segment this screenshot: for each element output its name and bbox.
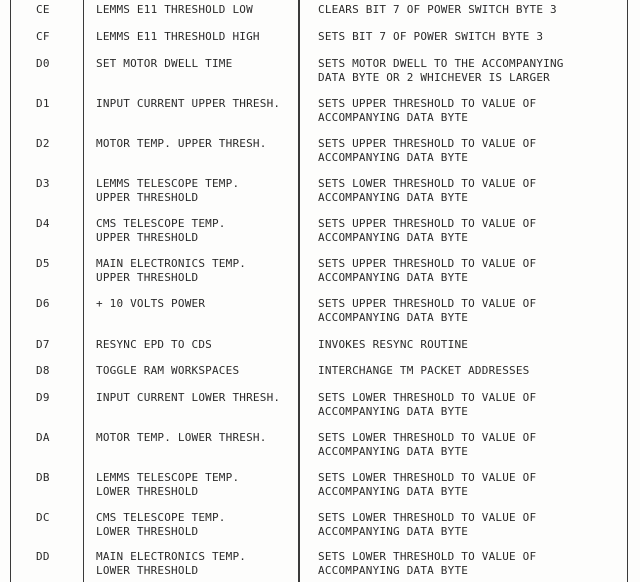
- command-description: SETS MOTOR DWELL TO THE ACCOMPANYING DATA BYTE OR 2 WHICHEVER IS LARGER: [318, 57, 564, 84]
- command-name: LEMMS TELESCOPE TEMP. UPPER THRESHOLD: [96, 177, 240, 204]
- command-name: MOTOR TEMP. LOWER THRESH.: [96, 431, 267, 444]
- command-name: INPUT CURRENT UPPER THRESH.: [96, 97, 281, 110]
- command-code: D7: [36, 338, 50, 351]
- command-description: SETS UPPER THRESHOLD TO VALUE OF ACCOMPANYING DATA BYTE: [318, 257, 537, 284]
- command-description: SETS LOWER THRESHOLD TO VALUE OF ACCOMPANYING DATA BYTE: [318, 550, 537, 577]
- column-divider-name: [298, 0, 300, 582]
- command-code: DC: [36, 511, 50, 524]
- command-code: DA: [36, 431, 50, 444]
- command-description: INVOKES RESYNC ROUTINE: [318, 338, 469, 351]
- command-code: D5: [36, 257, 50, 270]
- command-code: CE: [36, 3, 50, 16]
- command-code: DB: [36, 471, 50, 484]
- command-code: D8: [36, 364, 50, 377]
- command-description: SETS UPPER THRESHOLD TO VALUE OF ACCOMPANYING DATA BYTE: [318, 297, 537, 324]
- command-description: SETS LOWER THRESHOLD TO VALUE OF ACCOMPANYING DATA BYTE: [318, 391, 537, 418]
- command-description: SETS UPPER THRESHOLD TO VALUE OF ACCOMPANYING DATA BYTE: [318, 217, 537, 244]
- command-code: D0: [36, 57, 50, 70]
- command-name: CMS TELESCOPE TEMP. UPPER THRESHOLD: [96, 217, 226, 244]
- column-divider-code: [83, 0, 84, 582]
- command-name: LEMMS E11 THRESHOLD LOW: [96, 3, 253, 16]
- command-code: D1: [36, 97, 50, 110]
- command-code: D9: [36, 391, 50, 404]
- command-description: INTERCHANGE TM PACKET ADDRESSES: [318, 364, 530, 377]
- command-description: SETS UPPER THRESHOLD TO VALUE OF ACCOMPANYING DATA BYTE: [318, 97, 537, 124]
- command-code: DD: [36, 550, 50, 563]
- command-description: SETS LOWER THRESHOLD TO VALUE OF ACCOMPANYING DATA BYTE: [318, 177, 537, 204]
- command-name: MOTOR TEMP. UPPER THRESH.: [96, 137, 267, 150]
- command-name: RESYNC EPD TO CDS: [96, 338, 212, 351]
- command-code: CF: [36, 30, 50, 43]
- command-description: SETS LOWER THRESHOLD TO VALUE OF ACCOMPANYING DATA BYTE: [318, 511, 537, 538]
- command-description: SETS UPPER THRESHOLD TO VALUE OF ACCOMPANYING DATA BYTE: [318, 137, 537, 164]
- command-name: CMS TELESCOPE TEMP. LOWER THRESHOLD: [96, 511, 226, 538]
- command-name: LEMMS TELESCOPE TEMP. LOWER THRESHOLD: [96, 471, 240, 498]
- command-code: D6: [36, 297, 50, 310]
- command-code: D2: [36, 137, 50, 150]
- command-code: D4: [36, 217, 50, 230]
- command-description: CLEARS BIT 7 OF POWER SWITCH BYTE 3: [318, 3, 557, 16]
- command-description: SETS LOWER THRESHOLD TO VALUE OF ACCOMPANYING DATA BYTE: [318, 471, 537, 498]
- command-name: SET MOTOR DWELL TIME: [96, 57, 233, 70]
- command-name: MAIN ELECTRONICS TEMP. LOWER THRESHOLD: [96, 550, 247, 577]
- command-name: + 10 VOLTS POWER: [96, 297, 206, 310]
- command-code: D3: [36, 177, 50, 190]
- table-left-border: [10, 0, 11, 582]
- command-name: MAIN ELECTRONICS TEMP. UPPER THRESHOLD: [96, 257, 247, 284]
- command-name: INPUT CURRENT LOWER THRESH.: [96, 391, 281, 404]
- table-right-border: [627, 0, 628, 582]
- command-description: SETS BIT 7 OF POWER SWITCH BYTE 3: [318, 30, 544, 43]
- command-name: TOGGLE RAM WORKSPACES: [96, 364, 240, 377]
- command-description: SETS LOWER THRESHOLD TO VALUE OF ACCOMPANYING DATA BYTE: [318, 431, 537, 458]
- command-name: LEMMS E11 THRESHOLD HIGH: [96, 30, 260, 43]
